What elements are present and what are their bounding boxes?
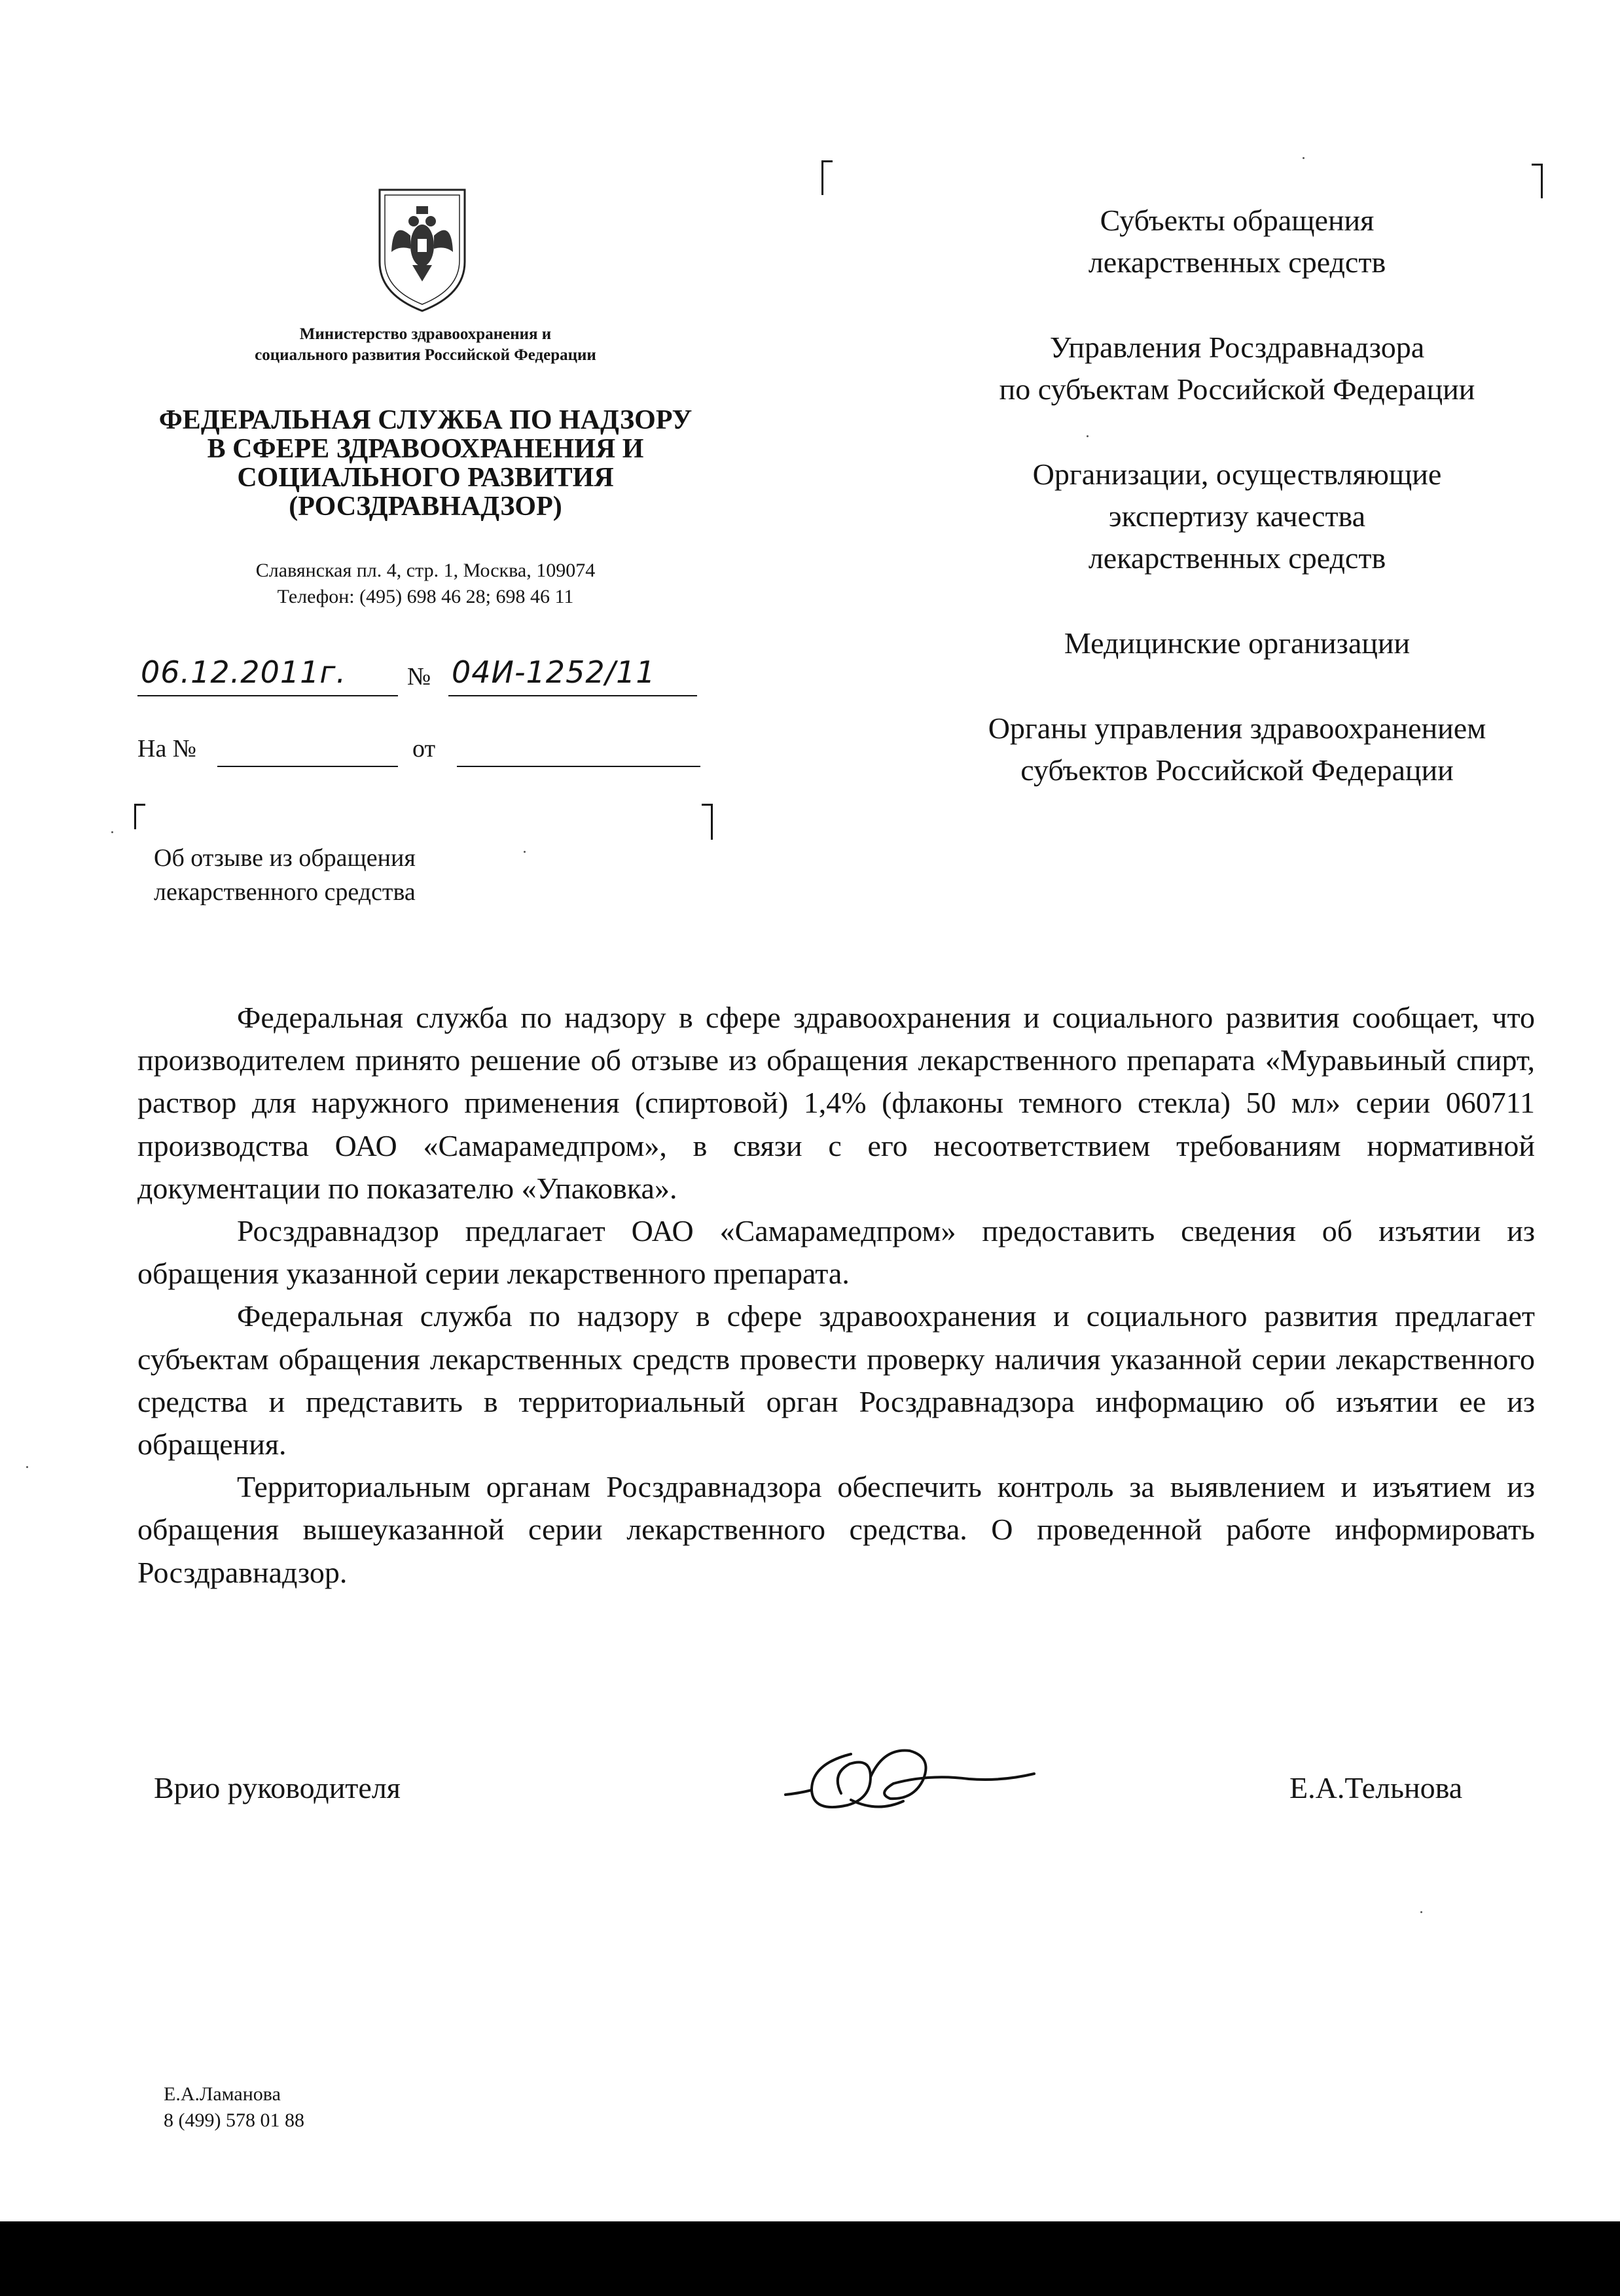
scan-bottom-edge <box>0 2221 1620 2296</box>
addressee-line: лекарственных средств <box>1088 245 1386 279</box>
signer-position: Врио руководителя <box>154 1771 401 1804</box>
body-paragraph: Федеральная служба по надзору в сфере здравоохранения и социального развития предлагает субъектам обращения лекарственных средств провести проверку наличия указанной серии лекарственного средства и представить в территориальный орган Росздравнадзора информацию об изъятии ее из обращения. <box>137 1299 1535 1462</box>
letter-date: 06.12.2011г. <box>141 655 347 690</box>
agency-address <box>183 558 668 610</box>
addressee-item <box>877 708 1597 791</box>
ministry-name <box>183 324 668 366</box>
scan-speck <box>111 831 113 833</box>
scan-speck <box>524 851 526 853</box>
ref-number-blank <box>217 766 398 767</box>
date-underline <box>137 695 398 696</box>
addressee-line: Организации, осуществляющие <box>1032 457 1442 491</box>
letter-number: 04И-1252/11 <box>452 655 656 690</box>
addressee-line: Медицинские организации <box>1064 626 1411 660</box>
scan-speck <box>26 1466 28 1468</box>
address-line: Славянская пл. 4, стр. 1, Москва, 109074 <box>255 560 596 581</box>
subject-bracket-right <box>702 804 713 840</box>
addressee-item <box>877 622 1597 664</box>
addressee-line: Управления Росздравнадзора <box>1049 331 1425 364</box>
subject-line: лекарственного средства <box>154 878 416 906</box>
ministry-line: Министерство здравоохранения и <box>299 325 552 343</box>
executor-info <box>164 2081 304 2134</box>
addressee-item <box>877 454 1597 579</box>
ministry-line: социального развития Российской Федерации <box>255 346 596 364</box>
body-paragraph: Федеральная служба по надзору в сфере здравоохранения и социального развития сообщает, что производителем принято решение об отзыве из обращения лекарственного препарата «Муравьиный спирт, раствор для наружного применения (спиртовой) 1,4% (флаконы темного стекла) 50 мл» серии 060711 производства ОАО «Самарамедпром», в связи с его несоответствием требованиям нормативной документации по показателю «Упаковка». <box>137 1001 1535 1205</box>
agency-line: В СФЕРЕ ЗДРАВООХРАНЕНИЯ И <box>207 434 644 464</box>
addressee-item <box>877 327 1597 410</box>
body-paragraph: Росздравнадзор предлагает ОАО «Самарамедпром» предоставить сведения об изъятии из обращения указанной серии лекарственного препарата. <box>137 1214 1535 1291</box>
addressee-bracket-right <box>1532 164 1543 198</box>
number-underline <box>448 695 697 696</box>
subject-bracket-left <box>134 804 145 829</box>
addressee-line: Органы управления здравоохранением <box>988 711 1486 745</box>
addressee-item <box>877 200 1597 283</box>
subject <box>154 841 612 909</box>
addressee-line: Субъекты обращения <box>1100 204 1375 237</box>
ref-date-blank <box>457 766 700 767</box>
addressee-line: субъектов Российской Федерации <box>1020 753 1454 787</box>
body-paragraph: Территориальным органам Росздравнадзора обеспечить контроль за выявлением и изъятием из обращения вышеуказанной серии лекарственного средства. О проведенной работе информировать Росздравнадзор. <box>137 1470 1535 1589</box>
scan-speck <box>1087 435 1089 437</box>
phone-line: Телефон: (495) 698 46 28; 698 46 11 <box>277 586 574 607</box>
subject-line: Об отзыве из обращения <box>154 844 416 872</box>
executor-phone: 8 (499) 578 01 88 <box>164 2109 304 2131</box>
letter-body <box>137 996 1535 1594</box>
handwritten-signature <box>772 1728 1047 1833</box>
ref-from-label: от <box>412 735 436 762</box>
agency-line: ФЕДЕРАЛЬНАЯ СЛУЖБА ПО НАДЗОРУ <box>158 405 693 435</box>
scan-speck <box>1420 1911 1422 1913</box>
number-label: № <box>407 663 431 691</box>
addressee-list <box>877 200 1597 834</box>
addressee-bracket-left <box>821 160 833 195</box>
ref-number-label: На № <box>137 735 197 762</box>
executor-name: Е.А.Ламанова <box>164 2083 281 2105</box>
scan-speck <box>1303 157 1305 159</box>
agency-line: (РОСЗДРАВНАДЗОР) <box>289 492 562 522</box>
addressee-line: экспертизу качества <box>1108 499 1366 533</box>
coat-of-arms-emblem <box>373 183 471 314</box>
addressee-line: по субъектам Российской Федерации <box>999 372 1475 406</box>
signer-name: Е.А.Тельнова <box>1289 1771 1463 1804</box>
agency-line: СОЦИАЛЬНОГО РАЗВИТИЯ <box>237 463 614 493</box>
addressee-line: лекарственных средств <box>1088 541 1386 575</box>
agency-name <box>118 406 733 521</box>
